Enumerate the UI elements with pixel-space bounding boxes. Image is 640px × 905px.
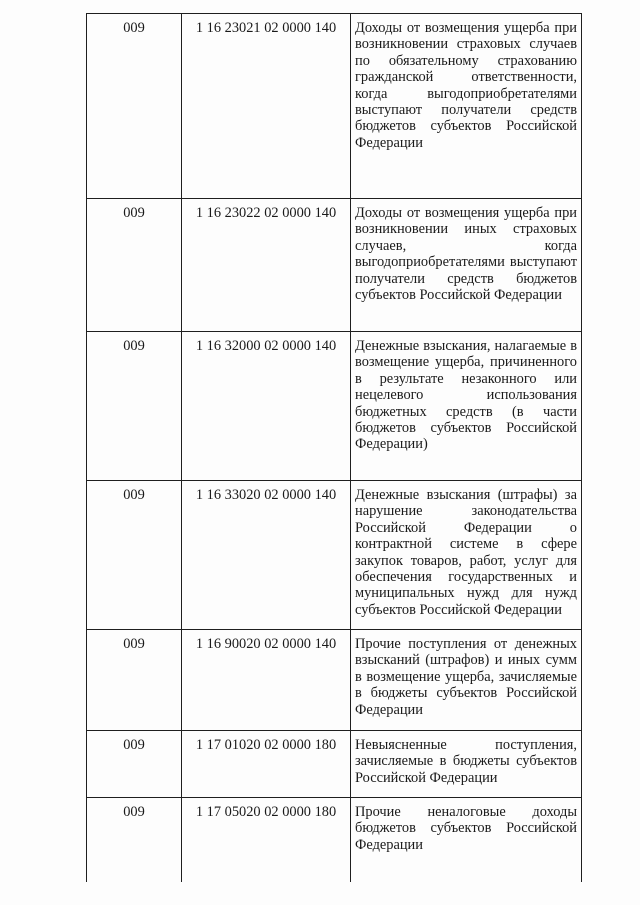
table-row	[87, 199, 582, 332]
admin-code-cell: 009	[87, 14, 182, 199]
admin-code-cell: 009	[87, 798, 182, 883]
kbk-code-cell: 1 17 05020 02 0000 180	[182, 798, 351, 883]
admin-code-cell: 009	[87, 630, 182, 731]
kbk-code-cell: 1 16 23021 02 0000 140	[182, 14, 351, 199]
kbk-code-cell: 1 16 33020 02 0000 140	[182, 481, 351, 630]
revenue-name-cell: Прочие неналоговые доходы бюджетов субъектов Российской Федерации	[351, 798, 582, 883]
revenue-name-cell: Доходы от возмещения ущерба при возникновении страховых случаев по обязательному страхованию гражданской ответственности, когда выгодоприобретателями выступают получатели средств бюджетов субъектов Российской Федерации	[351, 14, 582, 199]
revenue-codes-table	[86, 13, 582, 882]
revenue-name-cell: Доходы от возмещения ущерба при возникновении иных страховых случаев, когда выгодоприобретателями выступают получатели средств бюджетов субъектов Российской Федерации	[351, 199, 582, 332]
revenue-name-cell: Невыясненные поступления, зачисляемые в бюджеты субъектов Российской Федерации	[351, 731, 582, 798]
kbk-code-cell: 1 16 90020 02 0000 140	[182, 630, 351, 731]
admin-code-cell: 009	[87, 481, 182, 630]
table-row	[87, 332, 582, 481]
table-row	[87, 481, 582, 630]
admin-code-cell: 009	[87, 332, 182, 481]
revenue-name-cell: Денежные взыскания (штрафы) за нарушение законодательства Российской Федерации о контрактной системе в сфере закупок товаров, работ, услуг для обеспечения государственных и муниципальных нужд для нужд субъектов Российской Федерации	[351, 481, 582, 630]
kbk-code-cell: 1 16 32000 02 0000 140	[182, 332, 351, 481]
table-row	[87, 14, 582, 199]
revenue-name-cell: Денежные взыскания, налагаемые в возмещение ущерба, причиненного в результате незаконного или нецелевого использования бюджетных средств (в части бюджетов субъектов Российской Федерации)	[351, 332, 582, 481]
admin-code-cell: 009	[87, 731, 182, 798]
kbk-code-cell: 1 17 01020 02 0000 180	[182, 731, 351, 798]
revenue-name-cell: Прочие поступления от денежных взысканий (штрафов) и иных сумм в возмещение ущерба, зачисляемые в бюджеты субъектов Российской Федерации	[351, 630, 582, 731]
table-row	[87, 630, 582, 731]
admin-code-cell: 009	[87, 199, 182, 332]
table-row	[87, 798, 582, 883]
table-row	[87, 731, 582, 798]
kbk-code-cell: 1 16 23022 02 0000 140	[182, 199, 351, 332]
